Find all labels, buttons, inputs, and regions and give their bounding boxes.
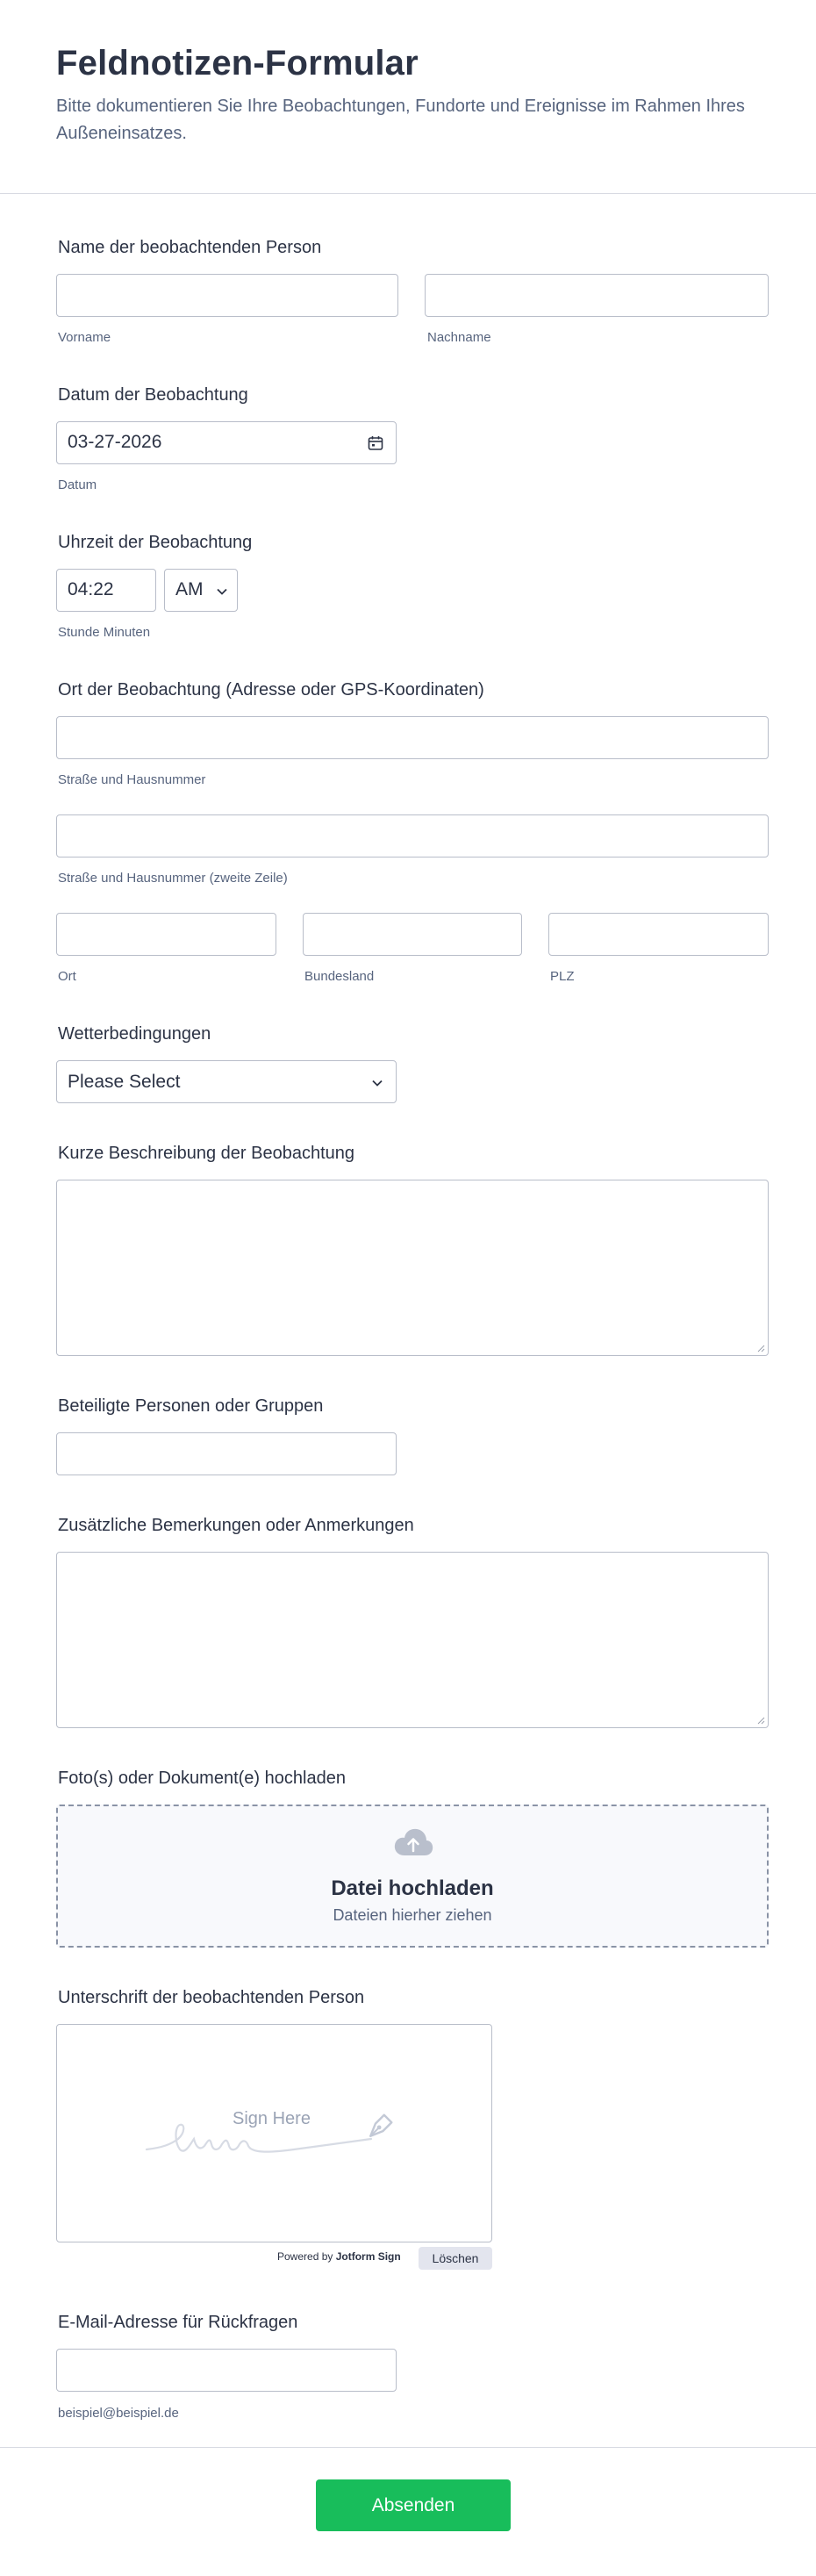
- page-subtitle: Bitte dokumentieren Sie Ihre Beobachtungen, Fundorte und Ereignisse im Rahmen Ihres Außeneinsatzes.: [56, 97, 745, 143]
- date-input[interactable]: [56, 421, 397, 464]
- remarks-label: Zusätzliche Bemerkungen oder Anmerkungen: [58, 1516, 414, 1535]
- zip-sublabel: PLZ: [550, 969, 575, 984]
- first-name-sublabel: Vorname: [58, 330, 111, 345]
- upload-title: Datei hochladen: [331, 1876, 494, 1900]
- weather-select[interactable]: [56, 1060, 397, 1103]
- time-input[interactable]: [56, 569, 156, 612]
- clear-signature-button[interactable]: Löschen: [419, 2247, 492, 2270]
- email-input[interactable]: [56, 2349, 397, 2392]
- city-sublabel: Ort: [58, 969, 76, 984]
- signature-label: Unterschrift der beobachtenden Person: [58, 1988, 365, 2007]
- description-textarea[interactable]: [56, 1180, 769, 1356]
- chevron-down-icon: [216, 585, 228, 598]
- street2-input[interactable]: [56, 814, 769, 857]
- jotform-sign-brand: Jotform Sign: [335, 2250, 401, 2263]
- powered-by-text: [277, 2250, 401, 2263]
- chevron-down-icon: [371, 1077, 383, 1089]
- weather-selected-value: Please Select: [68, 1072, 181, 1092]
- cloud-upload-icon: [392, 1826, 434, 1861]
- weather-label: Wetterbedingungen: [58, 1024, 211, 1044]
- calendar-icon[interactable]: [368, 435, 383, 451]
- upload-label: Foto(s) oder Dokument(e) hochladen: [58, 1769, 346, 1788]
- upload-subtitle: Dateien hierher ziehen: [333, 1906, 492, 1924]
- remarks-textarea[interactable]: [56, 1552, 769, 1728]
- street-input[interactable]: [56, 716, 769, 759]
- participants-input[interactable]: [56, 1432, 397, 1475]
- header-divider: [0, 193, 816, 194]
- time-sublabel: Stunde Minuten: [58, 625, 151, 640]
- state-sublabel: Bundesland: [304, 969, 375, 984]
- city-input[interactable]: [56, 913, 276, 956]
- submit-button[interactable]: Absenden: [316, 2479, 511, 2531]
- powered-prefix: Powered by: [277, 2250, 333, 2263]
- state-input[interactable]: [303, 913, 522, 956]
- time-value: 04:22: [68, 579, 114, 599]
- signature-placeholder: Sign Here: [233, 2109, 311, 2128]
- resize-handle-icon[interactable]: [756, 1716, 765, 1725]
- ampm-value: AM: [175, 579, 204, 599]
- zip-input[interactable]: [548, 913, 769, 956]
- file-upload-dropzone[interactable]: [56, 1805, 769, 1948]
- date-value: 03-27-2026: [68, 432, 162, 452]
- last-name-sublabel: Nachname: [427, 330, 491, 345]
- description-label: Kurze Beschreibung der Beobachtung: [58, 1144, 355, 1163]
- email-label: E-Mail-Adresse für Rückfragen: [58, 2313, 298, 2332]
- time-label: Uhrzeit der Beobachtung: [58, 533, 253, 552]
- street2-sublabel: Straße und Hausnummer (zweite Zeile): [58, 871, 288, 886]
- footer-divider: [0, 2447, 816, 2448]
- street-sublabel: Straße und Hausnummer: [58, 772, 206, 787]
- participants-label: Beteiligte Personen oder Gruppen: [58, 1396, 324, 1416]
- resize-handle-icon[interactable]: [756, 1344, 765, 1353]
- email-sublabel: beispiel@beispiel.de: [58, 2406, 179, 2421]
- ampm-select[interactable]: [164, 569, 238, 612]
- address-label: Ort der Beobachtung (Adresse oder GPS-Koordinaten): [58, 680, 484, 700]
- name-label: Name der beobachtenden Person: [58, 238, 322, 257]
- date-sublabel: Datum: [58, 477, 97, 492]
- date-label: Datum der Beobachtung: [58, 385, 248, 405]
- first-name-input[interactable]: [56, 274, 398, 317]
- last-name-input[interactable]: [425, 274, 769, 317]
- signature-pad[interactable]: [56, 2024, 492, 2242]
- page-title: Feldnotizen-Formular: [56, 44, 419, 83]
- pen-nib-icon: [357, 2109, 397, 2149]
